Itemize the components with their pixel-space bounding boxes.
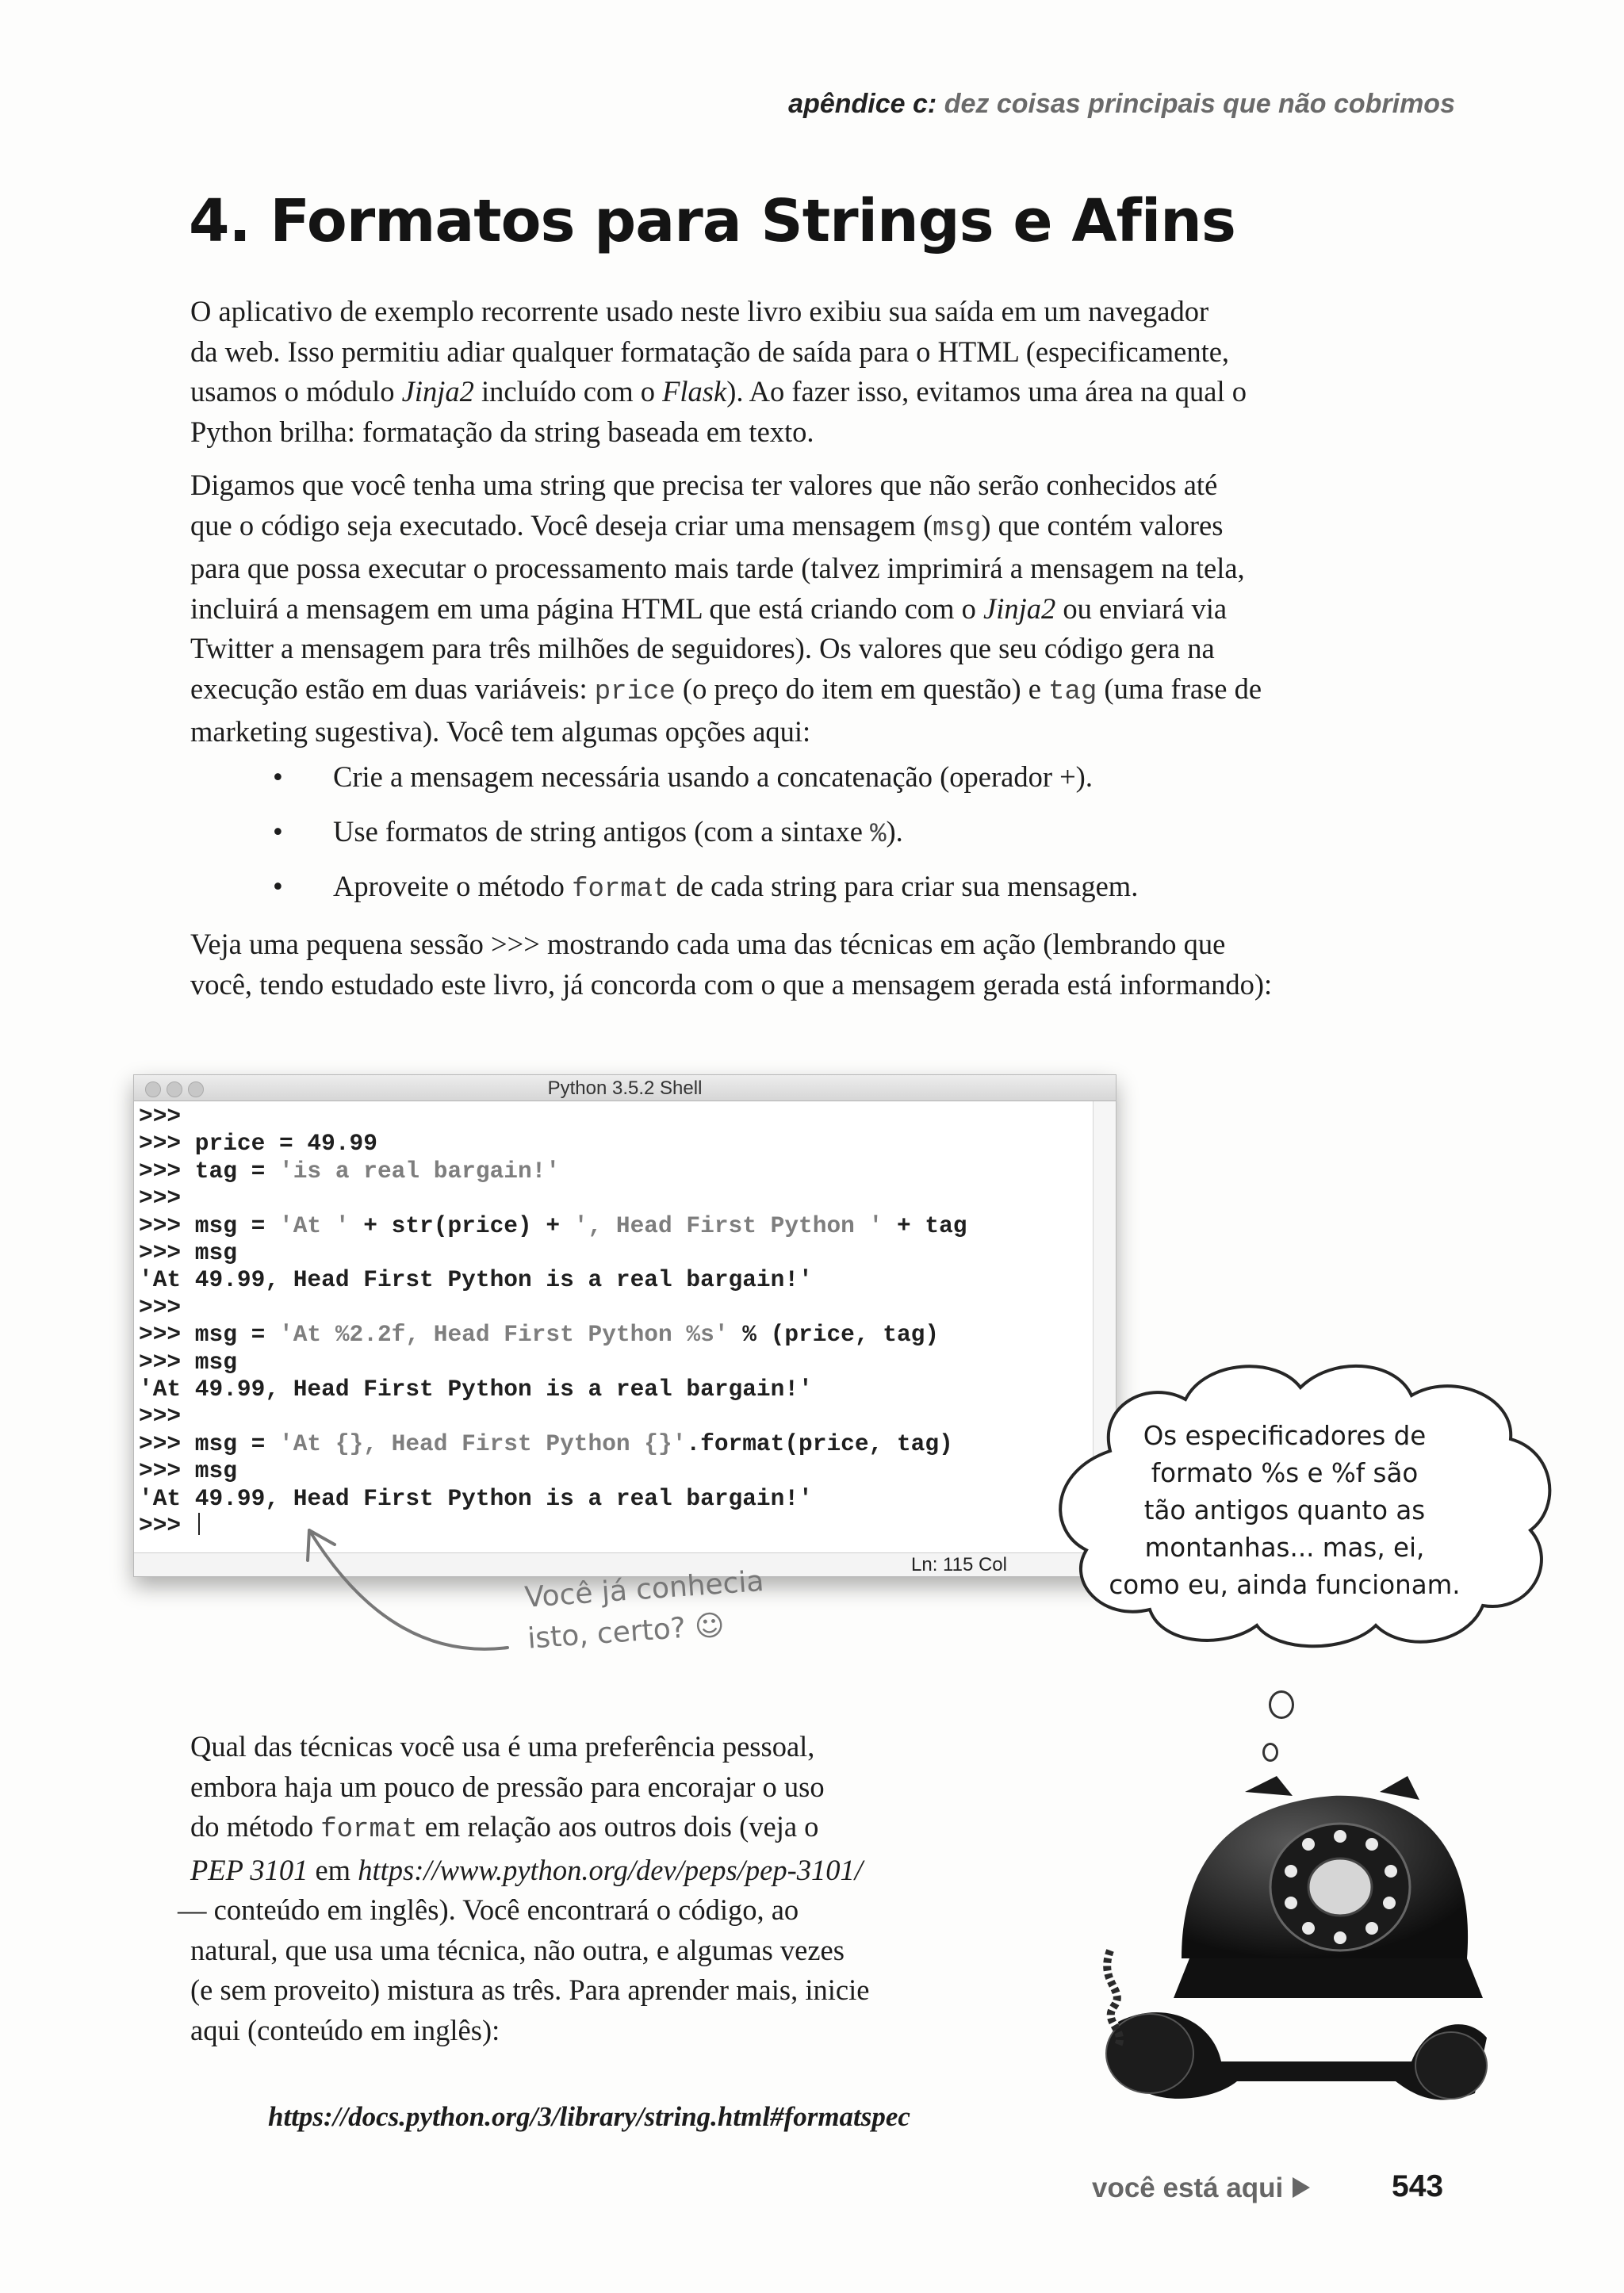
text-line: execução estão em duas variáveis: price (o preço do item em questão) e tag (uma frase de bbox=[190, 672, 1262, 707]
text-line: Digamos que você tenha uma string que precisa ter valores que não serão conhecidos até bbox=[190, 469, 1218, 501]
text-line: da web. Isso permitiu adiar qualquer formatação de saída para o HTML (especificamente, bbox=[190, 335, 1230, 368]
text-line: O aplicativo de exemplo recorrente usado neste livro exibiu sua saída em um navegador bbox=[190, 295, 1209, 327]
text-line: Twitter a mensagem para três milhões de seguidores). Os valores que seu código gera na bbox=[190, 632, 1215, 664]
scenario-paragraph bbox=[190, 465, 1427, 765]
triangle-right-icon bbox=[1293, 2177, 1310, 2198]
python-shell-window bbox=[133, 1074, 1116, 1577]
intro-paragraph bbox=[190, 292, 1427, 465]
cursor-position: Ln: 115 Col bbox=[911, 1554, 1007, 1575]
cloud-line: tão antigos quanto as bbox=[1143, 1495, 1426, 1525]
note-line: Você já conhecia bbox=[523, 1564, 765, 1614]
shell-titlebar bbox=[134, 1075, 1116, 1101]
text-line: incluirá a mensagem em uma página HTML que está criando com o Jinja2 ou enviará via bbox=[190, 591, 1228, 625]
rotary-phone-icon bbox=[1094, 1760, 1491, 2125]
page-number: 543 bbox=[1392, 2169, 1444, 2203]
pep-reference: PEP 3101 bbox=[190, 1853, 308, 1886]
thought-bubble-icon bbox=[1269, 1690, 1294, 1719]
code-tag: tag bbox=[1048, 676, 1097, 707]
jinja2-term: Jinja2 bbox=[983, 591, 1056, 625]
cloud-line: como eu, ainda funcionam. bbox=[1109, 1570, 1461, 1600]
shell-console[interactable] bbox=[134, 1101, 1116, 1553]
pep-link[interactable]: https://www.python.org/dev/peps/pep-3101/ bbox=[358, 1853, 863, 1886]
footer-label: você está aqui bbox=[1092, 2172, 1310, 2204]
list-item: • Crie a mensagem necessária usando a concatenação (operador +). bbox=[273, 760, 1093, 793]
text-line: natural, que usa uma técnica, não outra, e algumas vezes bbox=[190, 1933, 845, 1966]
code-format: format bbox=[320, 1815, 418, 1845]
cloud-line: Os especificadores de bbox=[1143, 1421, 1427, 1451]
section-title: 4. Formatos para Strings e Afins bbox=[189, 187, 1235, 255]
text-line: Python brilha: formatação da string baseada em texto. bbox=[190, 415, 814, 448]
cloud-line: formato %s e %f são bbox=[1151, 1458, 1419, 1488]
text-line: embora haja um pouco de pressão para encorajar o uso bbox=[190, 1770, 825, 1803]
code-msg: msg bbox=[933, 513, 982, 544]
running-header bbox=[788, 89, 1455, 120]
text-cursor bbox=[198, 1513, 200, 1535]
docs-link[interactable]: https://docs.python.org/3/library/string.html#formatspec bbox=[268, 2101, 910, 2132]
text-line: usamos o módulo Jinja2 incluído com o Flask). Ao fazer isso, evitamos uma área na qual o bbox=[190, 375, 1247, 408]
cloud-line: montanhas... mas, ei, bbox=[1144, 1533, 1425, 1563]
code-price: price bbox=[594, 676, 676, 707]
text-line: (e sem proveito) mistura as três. Para aprender mais, inicie bbox=[190, 1973, 870, 2006]
text-line: Veja uma pequena sessão >>> mostrando cada uma das técnicas em ação (lembrando que bbox=[190, 928, 1226, 960]
cloud-text bbox=[1086, 1418, 1483, 1604]
session-intro-paragraph bbox=[190, 924, 1427, 1017]
options-list bbox=[270, 757, 1138, 921]
header-chapter: dez coisas principais que não cobrimos bbox=[936, 89, 1455, 119]
lower-paragraph bbox=[178, 1727, 870, 2050]
text-line: você, tendo estudado este livro, já concorda com o que a mensagem gerada está informando): bbox=[190, 967, 1273, 1001]
jinja2-term: Jinja2 bbox=[401, 375, 474, 408]
text-line: PEP 3101 em https://www.python.org/dev/peps/pep-3101/ bbox=[190, 1853, 863, 1886]
text-line: Qual das técnicas você usa é uma preferência pessoal, bbox=[190, 1730, 815, 1763]
handwritten-note bbox=[523, 1561, 768, 1660]
note-line: isto, certo? ☺ bbox=[526, 1609, 726, 1656]
thought-bubble-icon bbox=[1262, 1743, 1278, 1762]
header-appendix: apêndice c: bbox=[788, 89, 937, 119]
code-format: format bbox=[572, 875, 669, 905]
text-line: aqui (conteúdo em inglês): bbox=[190, 2013, 500, 2046]
text-line: que o código seja executado. Você deseja criar uma mensagem (msg) que contém valores bbox=[190, 508, 1224, 544]
annotation-arrow-icon bbox=[285, 1514, 523, 1657]
text-line: — conteúdo em inglês). Você encontrará o código, ao bbox=[178, 1893, 799, 1926]
shell-code: >>> >>> price = 49.99 >>> tag = 'is a real bargain!' >>> >>> msg = 'At ' + str(price) + ', Head First Python ' + tag >>> msg 'At 49.99, Head First Python is a real bargain!' >>> >>> msg = 'At %2.2f, Head First Python %s' % (price, tag) >>> msg 'At 49.99, Head First Python is a real bargain!' >>> >>> msg = 'At {}, Head First Python {}'.format(price, tag) >>> msg 'At 49.99, Head First Python is a real bargain!' >>> bbox=[139, 1103, 967, 1540]
text-line: do método format em relação aos outros dois (veja o bbox=[190, 1810, 819, 1845]
code-percent: % bbox=[870, 820, 887, 850]
list-item: • Use formatos de string antigos (com a sintaxe %). bbox=[273, 815, 903, 850]
text-line: marketing sugestiva). Você tem algumas opções aqui: bbox=[190, 715, 811, 748]
shell-title: Python 3.5.2 Shell bbox=[547, 1078, 703, 1099]
flask-term: Flask bbox=[662, 375, 727, 408]
text-line: para que possa executar o processamento mais tarde (talvez imprimirá a mensagem na tela, bbox=[190, 552, 1245, 584]
list-item: • Aproveite o método format de cada string para criar sua mensagem. bbox=[273, 870, 1139, 905]
